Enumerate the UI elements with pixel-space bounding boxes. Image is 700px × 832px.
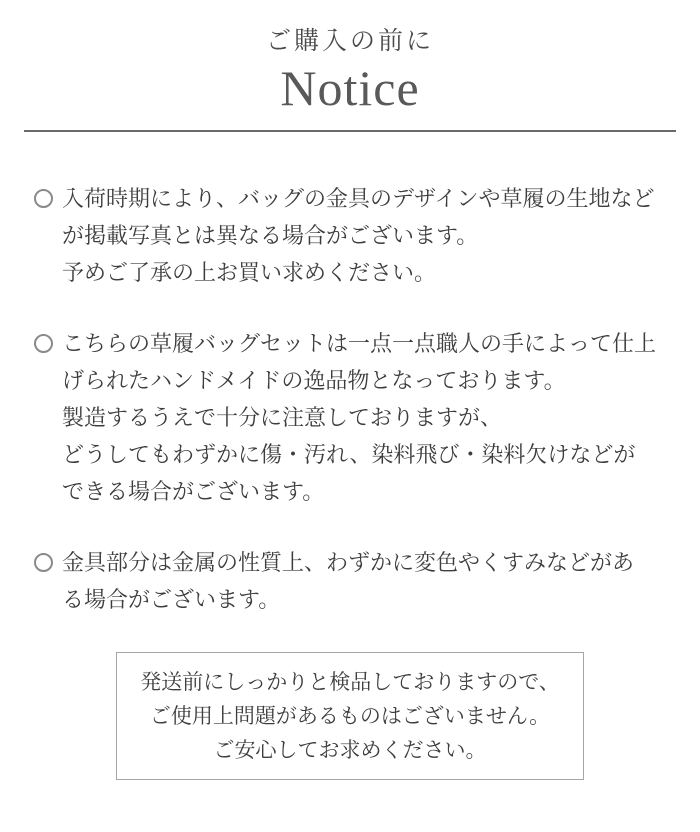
notice-line: る場合がございます。 <box>62 587 281 612</box>
header-subtitle: ご購入の前に <box>265 28 434 55</box>
assurance-line: ご使用上問題があるものはございません。 <box>149 705 551 728</box>
notice-list <box>0 132 700 618</box>
page-header <box>0 0 700 116</box>
notice-text <box>62 180 676 291</box>
circle-bullet-icon <box>34 334 53 353</box>
assurance-line: 発送前にしっかりと検品しておりますので、 <box>140 671 560 694</box>
notice-line: 金具部分は金属の性質上、わずかに変色やくすみなどがあ <box>62 550 635 575</box>
notice-item-metal-parts <box>34 544 676 618</box>
circle-bullet-icon <box>34 553 53 572</box>
notice-item-stock-variation <box>34 180 676 291</box>
inspection-assurance-box <box>116 652 584 780</box>
notice-text <box>62 544 676 618</box>
notice-line: できる場合がございます。 <box>62 479 325 504</box>
notice-line: こちらの草履バッグセットは一点一点職人の手によって仕上 <box>62 331 657 356</box>
notice-text <box>62 325 676 510</box>
notice-line: 入荷時期により、バッグの金具のデザインや草履の生地など <box>62 186 655 211</box>
notice-line: が掲載写真とは異なる場合がございます。 <box>62 223 479 248</box>
notice-item-handmade <box>34 325 676 510</box>
notice-line: 製造するうえで十分に注意しておりますが、 <box>62 405 503 430</box>
assurance-line: ご安心してお求めください。 <box>213 739 487 762</box>
circle-bullet-icon <box>34 189 53 208</box>
notice-line: げられたハンドメイドの逸品物となっております。 <box>62 368 566 393</box>
page-title: Notice <box>280 60 420 116</box>
notice-line: 予めご了承の上お買い求めください。 <box>62 260 437 285</box>
notice-line: どうしてもわずかに傷・汚れ、染料飛び・染料欠けなどが <box>62 442 636 467</box>
